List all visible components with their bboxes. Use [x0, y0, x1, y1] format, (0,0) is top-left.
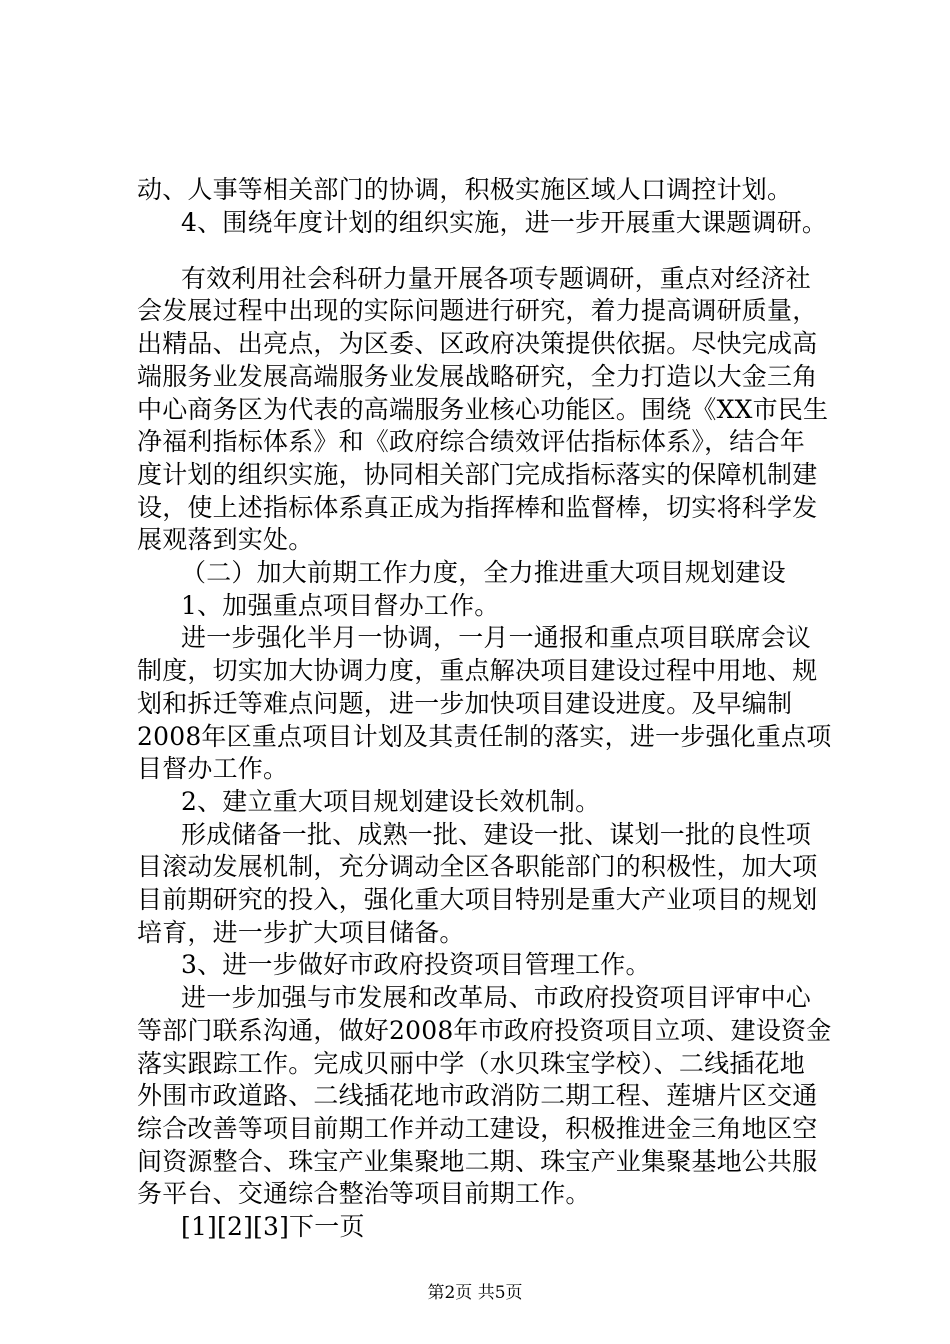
subheading: 1、加强重点项目督办工作。: [181, 591, 500, 620]
text-line: 度计划的组织实施，协同相关部门完成指标落实的保障机制建: [137, 460, 818, 489]
text-line: 目前期研究的投入，强化重大项目特别是重大产业项目的规划: [137, 885, 818, 914]
text-line: 2008年区重点项目计划及其责任制的落实，进一步强化重点项: [137, 722, 832, 751]
text-line: 有效利用社会科研力量开展各项专题调研，重点对经济社: [181, 264, 812, 293]
text-line: 间资源整合、珠宝产业集聚地二期、珠宝产业集聚基地公共服: [137, 1147, 818, 1176]
text-line: 出精品、出亮点，为区委、区政府决策提供依据。尽快完成高: [137, 329, 818, 358]
text-line: 进一步强化半月一协调，一月一通报和重点项目联席会议: [181, 623, 812, 652]
text-line: 目督办工作。: [137, 754, 289, 783]
text-line: 形成储备一批、成熟一批、建设一批、谋划一批的良性项: [181, 820, 812, 849]
text-line: 务平台、交通综合整治等项目前期工作。: [137, 1179, 591, 1208]
text-line: 端服务业发展高端服务业发展战略研究，全力打造以大金三角: [137, 362, 818, 391]
pagination-links[interactable]: [1][2][3]下一页: [181, 1212, 365, 1241]
text-line: 会发展过程中出现的实际问题进行研究，着力提高调研质量，: [137, 296, 818, 325]
text-line: 中心商务区为代表的高端服务业核心功能区。围绕《XX市民生: [137, 395, 829, 424]
text-line: 设，使上述指标体系真正成为指挥棒和监督棒，切实将科学发: [137, 493, 818, 522]
text-line: 动、人事等相关部门的协调，积极实施区域人口调控计划。: [137, 175, 793, 204]
text-line: 综合改善等项目前期工作并动工建设，积极推进金三角地区空: [137, 1114, 818, 1143]
text-line: 外围市政道路、二线插花地市政消防二期工程、莲塘片区交通: [137, 1081, 818, 1110]
page-footer: 第2页 共5页: [427, 1283, 523, 1303]
subheading: 2、建立重大项目规划建设长效机制。: [181, 787, 601, 816]
section-heading: （二）加大前期工作力度，全力推进重大项目规划建设: [181, 558, 786, 587]
text-line: 4、围绕年度计划的组织实施，进一步开展重大课题调研。: [181, 208, 828, 237]
text-line: 目滚动发展机制，充分调动全区各职能部门的积极性，加大项: [137, 852, 818, 881]
subheading: 3、进一步做好市政府投资项目管理工作。: [181, 950, 651, 979]
text-line: 落实跟踪工作。完成贝丽中学（水贝珠宝学校）、二线插花地: [137, 1049, 805, 1078]
text-line: 划和拆迁等难点问题，进一步加快项目建设进度。及早编制: [137, 689, 793, 718]
text-line: 等部门联系沟通，做好2008年市政府投资项目立项、建设资金: [137, 1016, 832, 1045]
text-line: 净福利指标体系》和《政府综合绩效评估指标体系》，结合年: [137, 427, 805, 456]
text-line: 制度，切实加大协调力度，重点解决项目建设过程中用地、规: [137, 656, 818, 685]
text-line: 培育，进一步扩大项目储备。: [137, 918, 465, 947]
text-line: 进一步加强与市发展和改革局、市政府投资项目评审中心: [181, 983, 812, 1012]
text-line: 展观落到实处。: [137, 525, 314, 554]
